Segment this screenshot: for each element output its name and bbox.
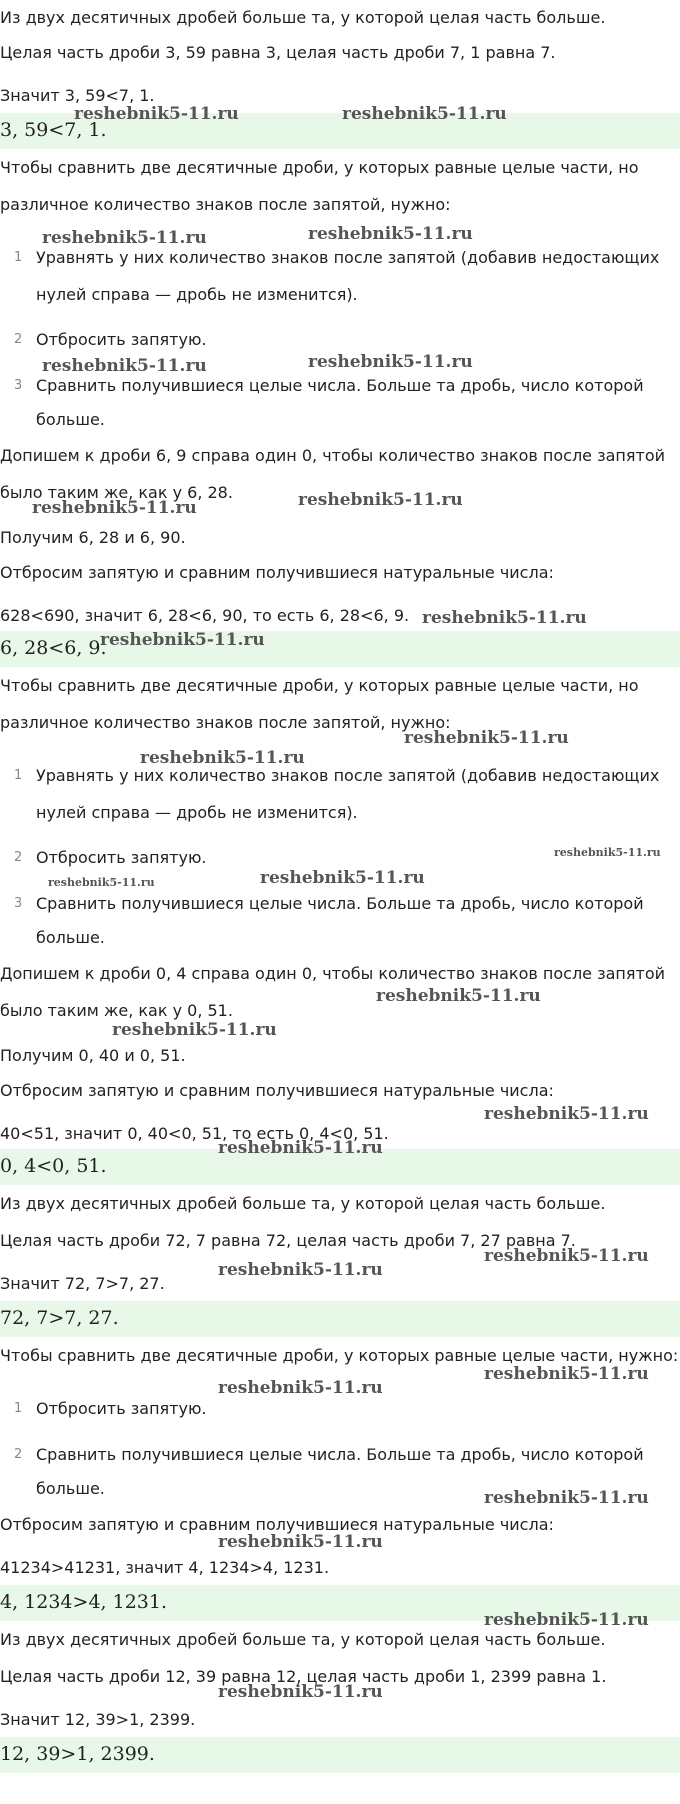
watermark: reshebnik5-11.ru — [218, 1532, 383, 1552]
list-item-continuation: нулей справа — дробь не изменится). — [36, 285, 358, 304]
paragraph: Целая часть дроби 12, 39 равна 12, целая часть дроби 1, 2399 равна 1. — [0, 1667, 607, 1686]
answer-text: 0, 4<0, 51. — [0, 1155, 107, 1177]
paragraph: Чтобы сравнить две десятичные дроби, у которых равные целые части, но — [0, 158, 639, 177]
paragraph: Чтобы сравнить две десятичные дроби, у которых равные целые части, но — [0, 676, 639, 695]
list-item-continuation: больше. — [36, 928, 105, 947]
answer-box — [0, 1737, 680, 1773]
paragraph: 628<690, значит 6, 28<6, 90, то есть 6, 28<6, 9. — [0, 606, 410, 625]
paragraph: Получим 0, 40 и 0, 51. — [0, 1046, 186, 1065]
list-item: Уравнять у них количество знаков после запятой (добавив недостающих — [36, 248, 660, 267]
list-item: Отбросить запятую. — [36, 330, 207, 349]
paragraph: 41234>41231, значит 4, 1234>4, 1231. — [0, 1558, 330, 1577]
list-number: 2 — [14, 850, 23, 865]
watermark: reshebnik5-11.ru — [48, 876, 155, 889]
paragraph: Значит 3, 59<7, 1. — [0, 86, 155, 105]
list-number: 3 — [14, 378, 23, 393]
watermark: reshebnik5-11.ru — [218, 1260, 383, 1280]
paragraph: различное количество знаков после запятой, нужно: — [0, 195, 451, 214]
paragraph: Отбросим запятую и сравним получившиеся натуральные числа: — [0, 1081, 554, 1100]
list-number: 3 — [14, 896, 23, 911]
answer-text: 4, 1234>4, 1231. — [0, 1591, 168, 1613]
paragraph: Целая часть дроби 3, 59 равна 3, целая часть дроби 7, 1 равна 7. — [0, 43, 556, 62]
watermark: reshebnik5-11.ru — [42, 356, 207, 376]
watermark: reshebnik5-11.ru — [308, 352, 473, 372]
list-item-continuation: нулей справа — дробь не изменится). — [36, 803, 358, 822]
paragraph: Чтобы сравнить две десятичные дроби, у которых равные целые части, нужно: — [0, 1346, 679, 1365]
paragraph: Из двух десятичных дробей больше та, у которой целая часть больше. — [0, 1194, 606, 1213]
watermark: reshebnik5-11.ru — [484, 1246, 649, 1266]
watermark: reshebnik5-11.ru — [308, 224, 473, 244]
watermark: reshebnik5-11.ru — [484, 1488, 649, 1508]
watermark: reshebnik5-11.ru — [218, 1138, 383, 1158]
paragraph: 40<51, значит 0, 40<0, 51, то есть 0, 4<0, 51. — [0, 1124, 389, 1143]
answer-box — [0, 1301, 680, 1337]
list-item: Сравнить получившиеся целые числа. Больше та дробь, число которой — [36, 376, 644, 395]
watermark: reshebnik5-11.ru — [484, 1104, 649, 1124]
watermark: reshebnik5-11.ru — [554, 846, 661, 859]
answer-text: 6, 28<6, 9. — [0, 637, 107, 659]
list-number: 1 — [14, 1401, 23, 1416]
paragraph: Допишем к дроби 0, 4 справа один 0, чтобы количество знаков после запятой — [0, 964, 665, 983]
watermark: reshebnik5-11.ru — [74, 104, 239, 124]
list-item: Отбросить запятую. — [36, 1399, 207, 1418]
list-item-continuation: больше. — [36, 1479, 105, 1498]
watermark: reshebnik5-11.ru — [484, 1364, 649, 1384]
list-item-continuation: больше. — [36, 410, 105, 429]
answer-text: 12, 39>1, 2399. — [0, 1743, 155, 1765]
paragraph: было таким же, как у 6, 28. — [0, 483, 233, 502]
list-item: Сравнить получившиеся целые числа. Больше та дробь, число которой — [36, 1445, 644, 1464]
paragraph: Допишем к дроби 6, 9 справа один 0, чтобы количество знаков после запятой — [0, 446, 665, 465]
watermark: reshebnik5-11.ru — [140, 748, 305, 768]
watermark: reshebnik5-11.ru — [298, 490, 463, 510]
watermark: reshebnik5-11.ru — [376, 986, 541, 1006]
watermark: reshebnik5-11.ru — [112, 1020, 277, 1040]
watermark: reshebnik5-11.ru — [342, 104, 507, 124]
paragraph: Значит 72, 7>7, 27. — [0, 1274, 165, 1293]
list-item: Сравнить получившиеся целые числа. Больше та дробь, число которой — [36, 894, 644, 913]
watermark: reshebnik5-11.ru — [218, 1378, 383, 1398]
paragraph: Из двух десятичных дробей больше та, у которой целая часть больше. — [0, 8, 606, 27]
watermark: reshebnik5-11.ru — [260, 868, 425, 888]
paragraph: Отбросим запятую и сравним получившиеся натуральные числа: — [0, 563, 554, 582]
paragraph: Значит 12, 39>1, 2399. — [0, 1710, 196, 1729]
watermark: reshebnik5-11.ru — [404, 728, 569, 748]
paragraph: различное количество знаков после запятой, нужно: — [0, 713, 451, 732]
list-number: 1 — [14, 768, 23, 783]
watermark: reshebnik5-11.ru — [218, 1682, 383, 1702]
paragraph: Целая часть дроби 72, 7 равна 72, целая часть дроби 7, 27 равна 7. — [0, 1231, 576, 1250]
watermark: reshebnik5-11.ru — [484, 1610, 649, 1630]
list-item: Отбросить запятую. — [36, 848, 207, 867]
answer-text: 3, 59<7, 1. — [0, 119, 107, 141]
paragraph: было таким же, как у 0, 51. — [0, 1001, 233, 1020]
list-number: 1 — [14, 250, 23, 265]
list-item: Уравнять у них количество знаков после запятой (добавив недостающих — [36, 766, 660, 785]
watermark: reshebnik5-11.ru — [100, 630, 265, 650]
list-number: 2 — [14, 332, 23, 347]
watermark: reshebnik5-11.ru — [42, 228, 207, 248]
watermark: reshebnik5-11.ru — [422, 608, 587, 628]
list-number: 2 — [14, 1447, 23, 1462]
paragraph: Получим 6, 28 и 6, 90. — [0, 528, 186, 547]
paragraph: Отбросим запятую и сравним получившиеся натуральные числа: — [0, 1515, 554, 1534]
paragraph: Из двух десятичных дробей больше та, у которой целая часть больше. — [0, 1630, 606, 1649]
answer-text: 72, 7>7, 27. — [0, 1307, 119, 1329]
watermark: reshebnik5-11.ru — [32, 498, 197, 518]
